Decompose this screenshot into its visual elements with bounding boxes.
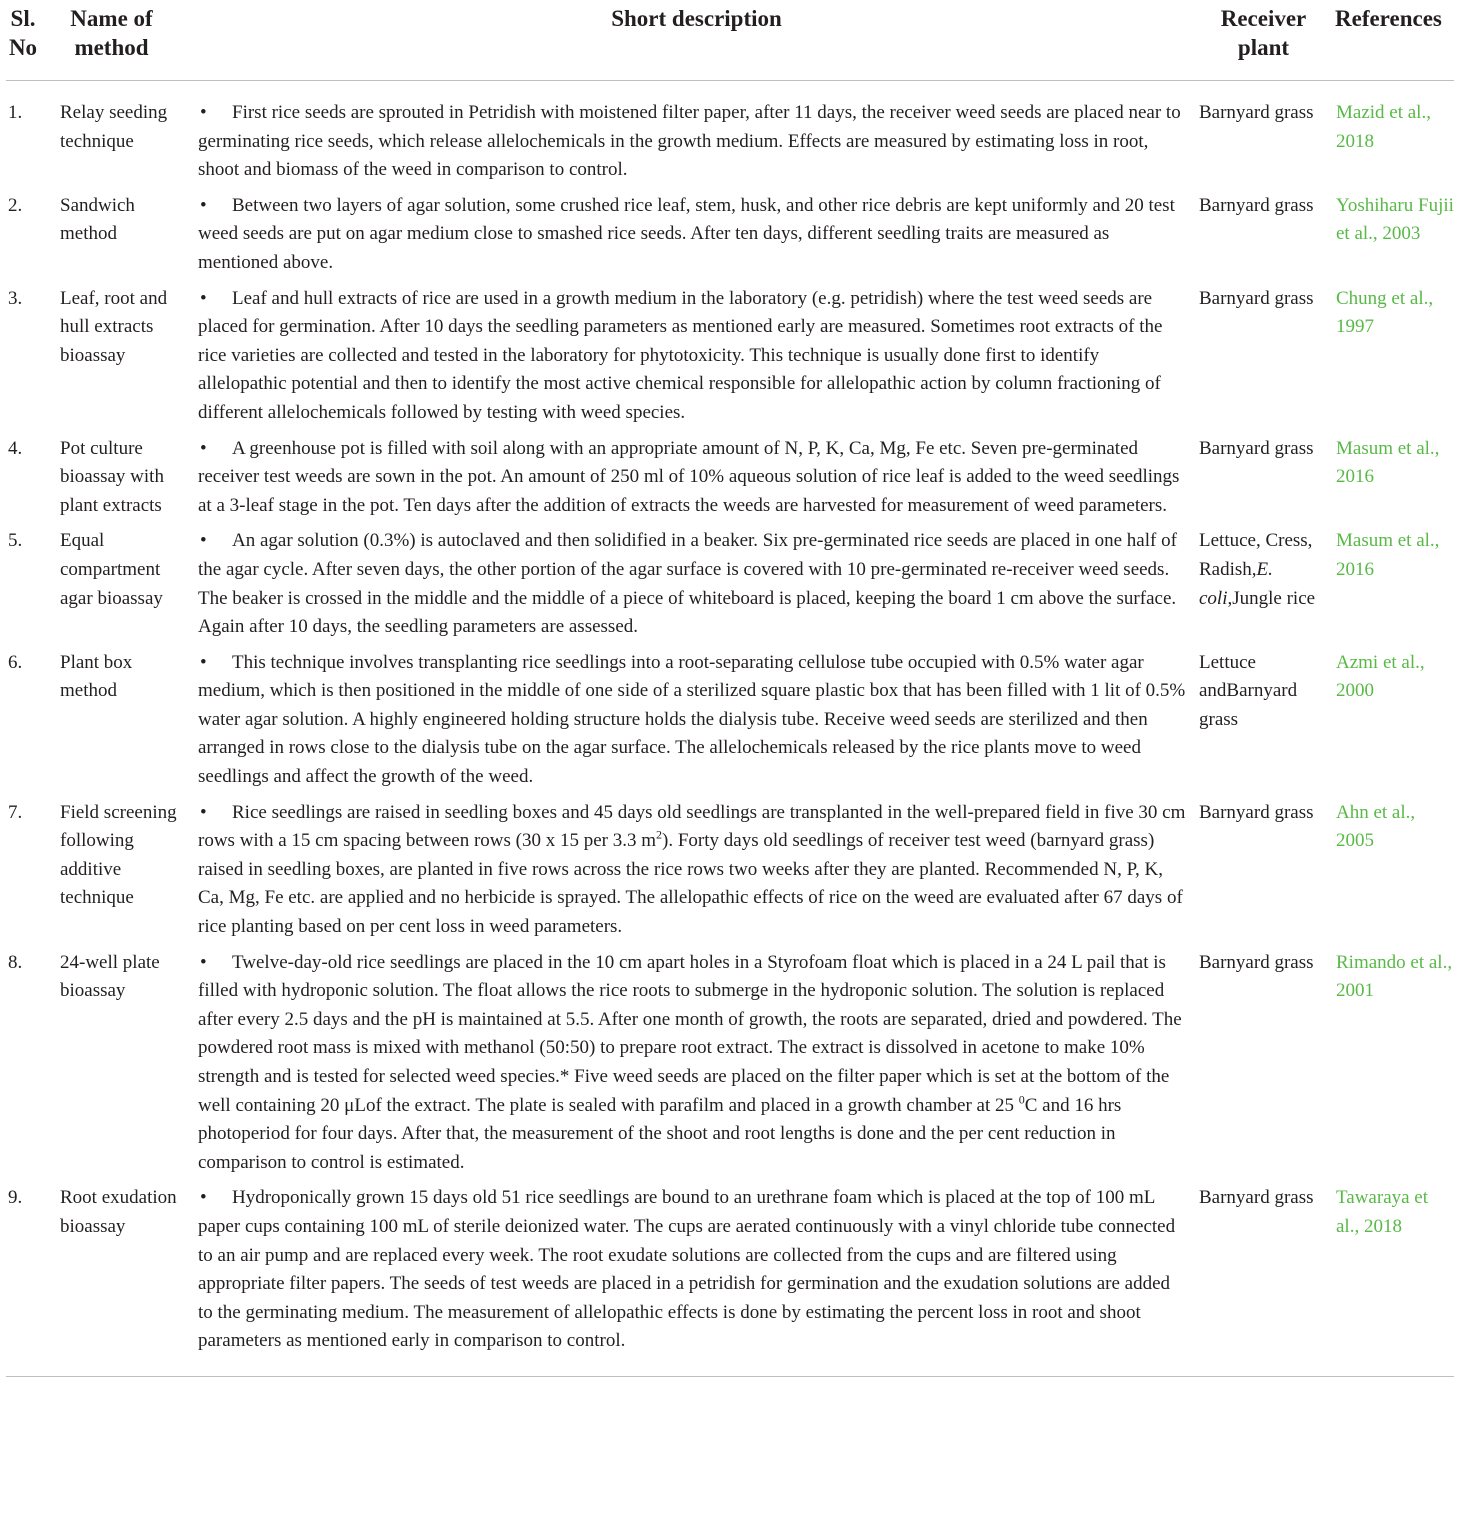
receiver-plant: Barnyard grass [1199,437,1314,459]
table-row [6,435,1454,528]
header-method-name: Name of method [59,0,196,81]
reference-link[interactable]: Chung et al., 1997 [1336,287,1434,338]
table-row [6,527,1454,648]
table-row [6,285,1454,435]
superscript: 2 [656,827,663,842]
method-name: Plant box method [60,651,133,702]
header-receiver-plant: Receiver plant [1197,0,1330,81]
row-number: 4. [8,437,23,459]
superscript: 0 [1018,1092,1025,1107]
method-description: • Leaf and hull extracts of rice are used in a growth medium in the laboratory (e.g. petridish) where the test weed seeds are placed for germination. After 10 days the seedling parameters as mentioned early are measured. Sometimes root extracts of the rice varieties are collected and tested in the laboratory for phytotoxicity. This technique is usually done first to identify allelopathic potential and then to identify the most active chemical responsible for allelopathic action by column fractioning of different allelochemicals followed by testing with weed species. [196,285,1197,435]
method-description: • First rice seeds are sprouted in Petridish with moistened filter paper, after 11 days, the receiver weed seeds are placed near to germinating rice seeds, which release allelochemicals in the growth medium. Effects are measured by estimating loss in root, shoot and biomass of the weed in comparison to control. [196,81,1197,192]
reference-link[interactable]: Rimando et al., 2001 [1336,951,1453,1002]
reference-link[interactable]: Ahn et al., 2005 [1336,801,1416,852]
receiver-plant: Barnyard grass [1199,801,1314,823]
row-number: 1. [8,102,23,123]
methods-table [6,0,1454,1377]
table-row [6,949,1454,1185]
reference-link[interactable]: Yoshiharu Fujii et al., 2003 [1336,194,1454,245]
method-name: Relay seeding technique [60,102,168,152]
bullet-icon: • [200,287,207,309]
method-description: • Rice seedlings are raised in seedling boxes and 45 days old seedlings are transplanted in the well-prepared field in five 30 cm rows with a 15 cm spacing between rows (30 x 15 per 3.3 $m^2$). Forty days old seedlings of receiver test weed (barnyard grass) raised in seedling boxes, are planted in five rows across the rice rows two weeks after they are planted. Recommended N, P, K, Ca, Mg, Fe etc. are applied and no herbicide is sprayed. The allelopathic effects of rice on the weed are evaluated after 67 days of rice planting based on per cent loss in weed parameters. [196,799,1197,949]
method-name: Pot culture bioassay with plant extracts [60,437,164,516]
bullet-icon: • [200,1187,207,1209]
table-row [6,649,1454,799]
row-number: 6. [8,651,23,673]
receiver-plant: Barnyard grass [1199,287,1314,309]
receiver-plant: Barnyard grass [1197,1184,1330,1376]
bullet-icon: • [200,102,207,123]
method-name: Sandwich method [60,194,135,245]
method-name: Equal compartment agar bioassay [60,530,163,609]
method-name: Root exudation bioassay [59,1184,196,1376]
row-number: 9. [6,1184,59,1376]
bullet-icon: • [200,530,207,552]
table-row [6,799,1454,949]
table-body [6,81,1454,1377]
bullet-icon: • [200,651,207,673]
method-description: • Twelve-day-old rice seedlings are placed in the 10 cm apart holes in a Styrofoam float which is placed in a 24 L pail that is filled with hydroponic solution. The float allows the rice roots to submerge in the hydroponic solution. The solution is replaced after every 2.5 days and the pH is maintained at 5.5. After one month of growth, the roots are separated, dried and powdered. The powdered root mass is mixed with methanol (50:50) to prepare root extract. The extract is dissolved in acetone to make 10% strength and is tested for selected weed species.* Five weed seeds are placed on the filter paper which is set at the bottom of the well containing 20 μLof the extract. The plate is sealed with parafilm and placed in a growth chamber at 25 $^0$C and 16 hrs photoperiod for four days. After that, the measurement of the shoot and root lengths is done and the per cent reduction in comparison to control is estimated. [196,949,1197,1185]
table-row [6,1184,1454,1376]
reference-link[interactable]: Masum et al., 2016 [1336,530,1440,580]
receiver-italic: E. coli [1199,558,1273,609]
receiver-plant: Barnyard grass [1199,194,1314,216]
method-name: Leaf, root and hull extracts bioassay [60,287,168,366]
header-references: References [1330,0,1454,81]
header-sl-no: Sl. No [6,0,59,81]
table-row [6,192,1454,285]
table-header [6,0,1454,81]
bullet-icon: • [200,801,207,823]
bullet-icon: • [200,951,207,973]
row-number: 7. [8,801,23,823]
receiver-plant: Barnyard grass [1199,102,1314,123]
method-description: • A greenhouse pot is filled with soil along with an appropriate amount of N, P, K, Ca, Mg, Fe etc. Seven pre-germinated receiver test weeds are sown in the pot. An amount of 250 ml of 10% aqueous solution of rice leaf is added to the weed seedlings at a 3-leaf stage in the pot. Ten days after the addition of extracts the weeds are harvested for measurement of weed parameters. [196,435,1197,528]
reference-link[interactable]: Mazid et al., 2018 [1336,102,1431,152]
row-number: 8. [8,951,23,973]
bullet-icon: • [200,437,207,459]
row-number: 3. [8,287,23,309]
table-row [6,81,1454,192]
header-short-description: Short description [196,0,1197,81]
row-number: 5. [8,530,23,552]
reference-link[interactable]: Tawaraya et al., 2018 [1330,1184,1454,1376]
reference-link[interactable]: Masum et al., 2016 [1336,437,1440,488]
receiver-plant: Lettuce, Cress, Radish,E. coli,Jungle rice [1199,530,1316,609]
receiver-plant: Barnyard grass [1199,951,1314,973]
receiver-plant: Lettuce andBarnyard grass [1199,651,1298,730]
method-description: • An agar solution (0.3%) is autoclaved and then solidified in a beaker. Six pre-germinated rice seeds are placed in one half of the agar cycle. After seven days, the other portion of the agar surface is covered with 10 pre-germinated re-receiver weed seeds. The beaker is crossed in the middle and the middle of a piece of whiteboard is placed, keeping the board 1 cm above the surface. Again after 10 days, the seedling parameters are assessed. [196,527,1197,648]
bullet-icon: • [200,194,207,216]
row-number: 2. [8,194,23,216]
method-description: • Between two layers of agar solution, some crushed rice leaf, stem, husk, and other rice debris are kept uniformly and 20 test weed seeds are put on agar medium close to smashed rice seeds. After ten days, different seedling traits are measured as mentioned above. [196,192,1197,285]
method-description: • This technique involves transplanting rice seedlings into a root-separating cellulose tube occupied with 0.5% water agar medium, which is then positioned in the middle of one side of a sterilized square plastic box that has been filled with 1 lit of 0.5% water agar solution. A highly engineered holding structure holds the dialysis tube. Receive weed seeds are sterilized and then arranged in rows close to the dialysis tube on the agar surface. The allelochemicals released by the rice plants move to weed seedlings and affect the growth of the weed. [196,649,1197,799]
reference-link[interactable]: Azmi et al., 2000 [1336,651,1425,702]
method-name: Field screening following additive technique [60,801,177,909]
method-name: 24-well plate bioassay [60,951,160,1002]
method-description: • Hydroponically grown 15 days old 51 rice seedlings are bound to an urethrane foam which is placed at the top of 100 mL paper cups containing 100 mL of sterile deionized water. The cups are aerated continuously with a vinyl chloride tube connected to an air pump and are replaced every week. The root exudate solutions are collected from the cups and are filtered using appropriate filter papers. The seeds of test weeds are placed in a petridish for germination and the exudation solutions are added to the germinating medium. The measurement of allelopathic effects is done by estimating the percent loss in root and shoot parameters as mentioned early in comparison to control. [196,1184,1197,1376]
